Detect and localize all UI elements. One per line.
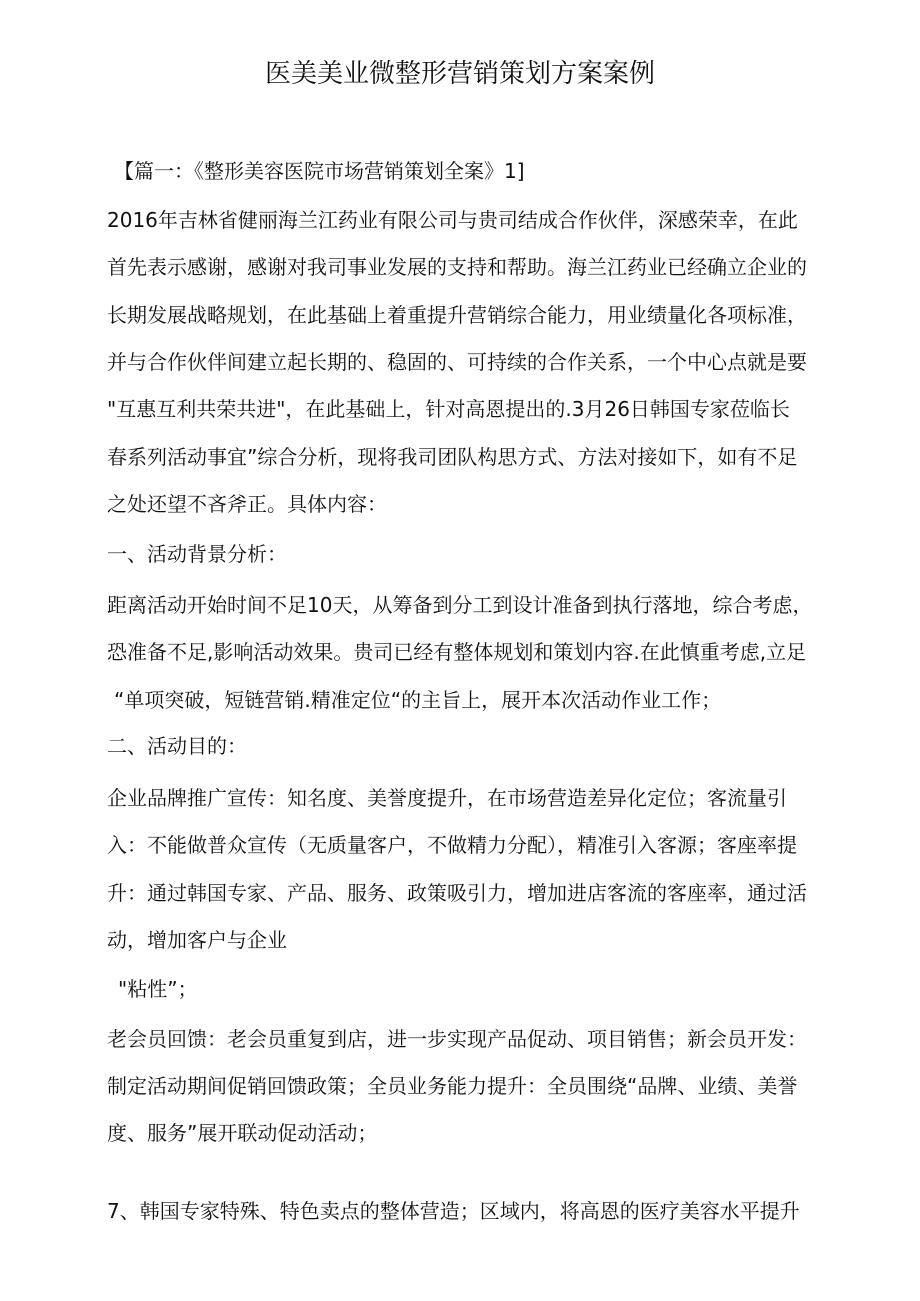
paragraph-line: 之处还望不吝斧正。具体内容： [107, 492, 387, 516]
paragraph-line: 首先表示感谢，感谢对我司事业发展的支持和帮助。海兰江药业已经确立企业的 [107, 255, 807, 279]
paragraph-line: 企业品牌推广宣传：知名度、美誉度提升，在市场营造差异化定位；客流量引 [107, 786, 787, 810]
paragraph-line: 动，增加客户与企业 [107, 928, 287, 952]
paragraph-line: "粘性”； [118, 977, 198, 1001]
paragraph-line: 并与合作伙伴间建立起长期的、稳固的、可持续的合作关系，一个中心点就是要 [107, 350, 807, 374]
document-title: 医美美业微整形营销策划方案案例 [264, 59, 655, 89]
paragraph-line: 7、韩国专家特殊、特色卖点的整体营造；区域内，将高恩的医疗美容水平提升 [107, 1199, 800, 1223]
section-heading-background: 一、活动背景分析： [107, 542, 287, 566]
paragraph-line: 老会员回馈：老会员重复到店，进一步实现产品促动、项目销售；新会员开发： [107, 1027, 807, 1051]
paragraph-line: 恐准备不足,影响活动效果。贵司已经有整体规划和策划内容.在此慎重考虑,立足 [107, 640, 807, 664]
paragraph-line: 升：通过韩国专家、产品、服务、政策吸引力，增加进店客流的客座率，通过活 [107, 881, 807, 905]
paragraph-line: 距离活动开始时间不足10天，从筹备到分工到设计准备到执行落地，综合考虑， [107, 593, 813, 617]
paragraph-line: 长期发展战略规划，在此基础上着重提升营销综合能力，用业绩量化各项标准， [107, 303, 807, 327]
paragraph-line: 度、服务”展开联动促动活动； [107, 1121, 378, 1145]
paragraph-line: 入：不能做普众宣传（无质量客户，不做精力分配），精准引入客源；客座率提 [107, 833, 797, 857]
section-heading-part-one: 【篇一：《整形美容医院市场营销策划全案》1] [114, 159, 525, 183]
paragraph-line: "互惠互利共荣共进"，在此基础上，针对高恩提出的.3月26日韩国专家莅临长 [107, 397, 790, 421]
paragraph-line: “单项突破，短链营销.精准定位“的主旨上，展开本次活动作业工作； [114, 688, 722, 712]
paragraph-line: 制定活动期间促销回馈政策；全员业务能力提升：全员围绕“品牌、业绩、美誉 [107, 1074, 798, 1098]
section-heading-purpose: 二、活动目的： [107, 734, 247, 758]
paragraph-line: 2016年吉林省健丽海兰江药业有限公司与贵司结成合作伙伴，深感荣幸，在此 [107, 208, 798, 232]
paragraph-line: 春系列活动事宜”综合分析，现将我司团队构思方式、方法对接如下，如有不足 [107, 445, 798, 469]
